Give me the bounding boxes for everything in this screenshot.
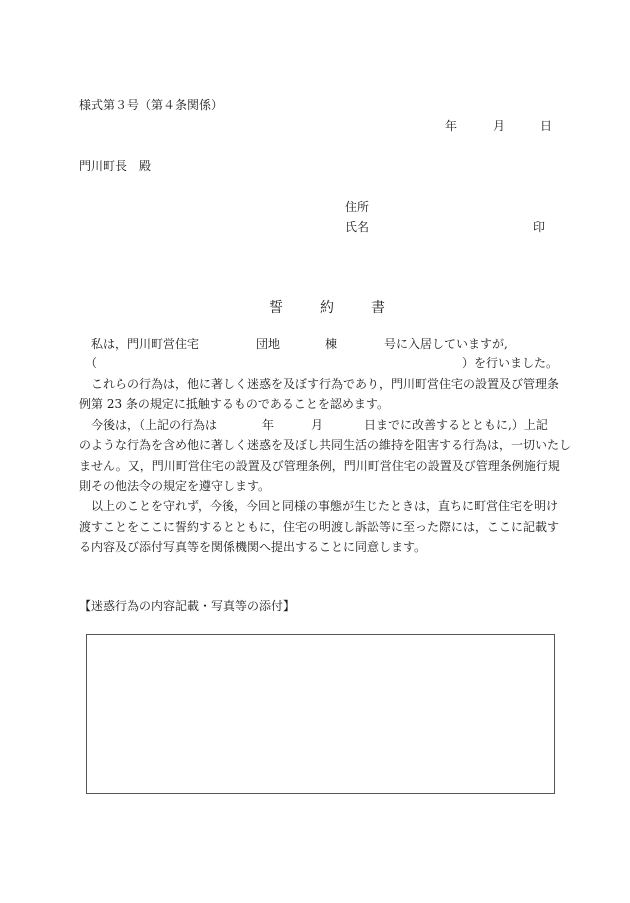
attachment-label: 【迷惑行為の内容記載・写真等の添付】 [79,599,296,613]
title-char-2: 約 [320,300,334,316]
name-label: 氏名 [345,220,370,234]
text: 私は，門川町営住宅 [91,337,200,351]
text: 日までに改善するとともに,）上記 [364,418,548,432]
text: ）を行いました。 [462,356,559,370]
paragraph-2-line-2 [79,395,554,415]
paragraph-3-line-3 [79,457,560,477]
date-month-label: 月 [493,119,506,133]
text: 年 [262,418,275,432]
text: 則その他法令の規定を遵守します。 [79,479,271,493]
date-year-label: 年 [445,119,458,133]
paragraph-1-line-2 [79,354,559,374]
paragraph-4-line-1 [79,497,559,517]
paragraph-3-line-2 [79,436,572,456]
title-char-1: 誓 [269,300,283,316]
text: ません。又，門川町営住宅の設置及び管理条例，門川町営住宅の設置及び管理条例施行規 [79,459,560,473]
form-number: 様式第３号（第４条関係） [79,98,224,112]
paragraph-2-line-1 [79,375,560,395]
paragraph-1-line-1 [79,335,554,355]
text: 棟 [325,337,338,351]
text: 今後は，（上記の行為は [91,418,218,432]
address-label: 住所 [345,200,370,214]
text: 団地 [256,337,281,351]
text: 以上のことを守れず，今後，今回と同様の事態が生じたときは，直ちに町営住宅を明け [91,499,559,513]
paragraph-3-line-1 [79,416,554,436]
text: る内容及び添付写真等を関係機関へ提出することに同意します。 [79,540,427,554]
attachment-box[interactable] [86,634,555,794]
text: 月 [311,418,324,432]
addressee: 門川町長 殿 [79,159,152,173]
text: （ [85,356,98,370]
paragraph-4-line-2 [79,518,560,538]
text: のような行為を含め他に著しく迷惑を及ぼし共同生活の維持を阻害する行為は，一切いたし [79,438,572,452]
date-day-label: 日 [540,119,553,133]
title-char-3: 書 [371,300,385,316]
text: 渡すことをここに誓約するとともに，住宅の明渡し訴訟等に至った際には，ここに記載す [79,520,560,534]
text: 例第 23 条の規定に抵触するものであることを認めます。 [79,397,389,411]
paragraph-3-line-4 [79,477,554,497]
paragraph-4-line-3 [79,538,554,558]
text: 号に入居していますが, [384,337,508,351]
text: これらの行為は，他に著しく迷惑を及ぼす行為であり，門川町営住宅の設置及び管理条 [91,377,560,391]
seal-mark: 印 [533,220,546,234]
